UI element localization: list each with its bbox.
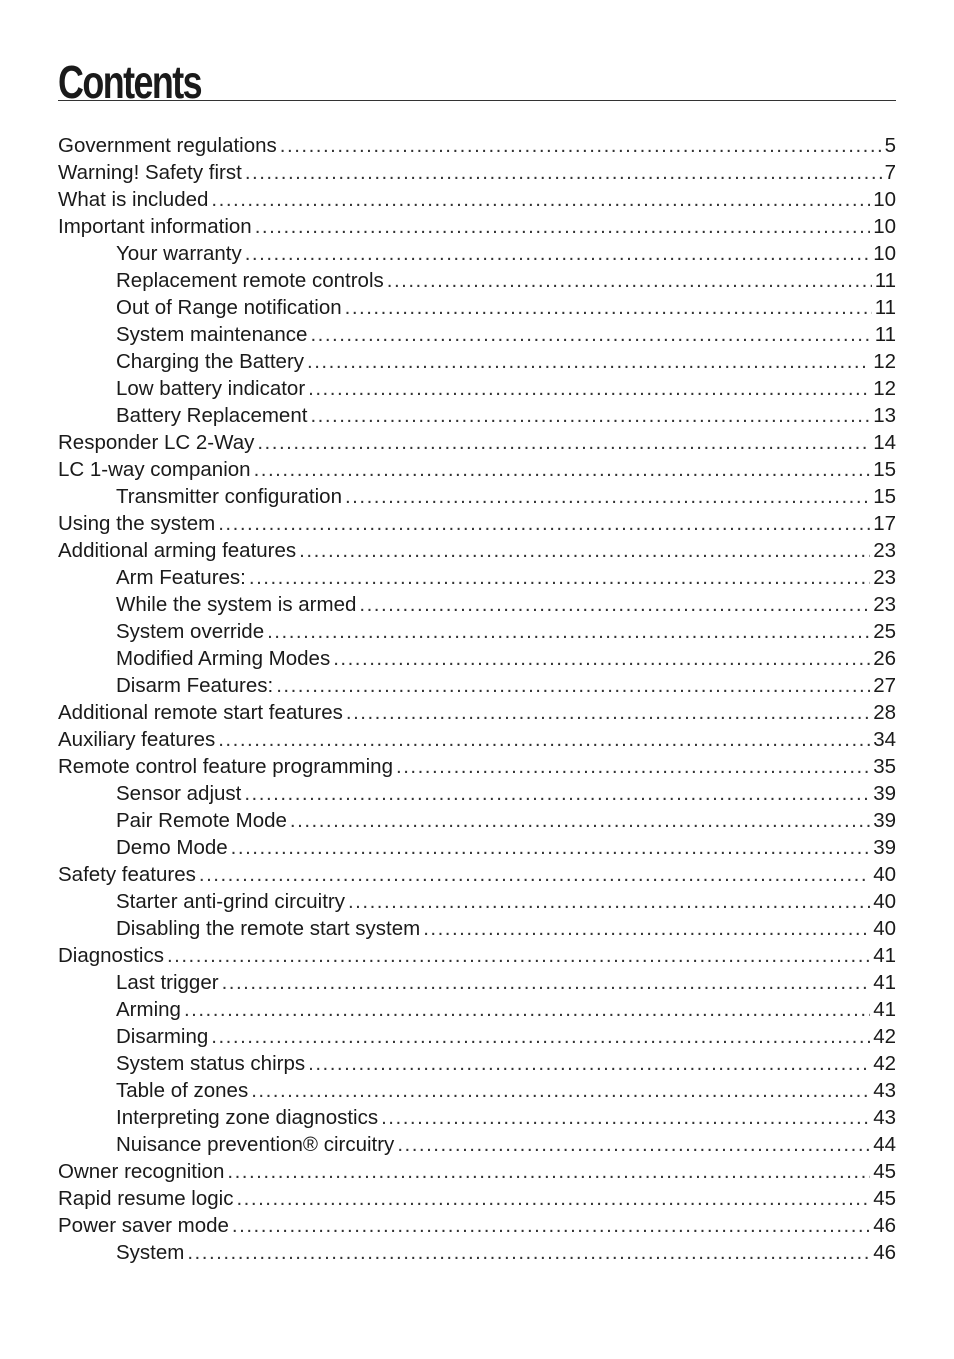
toc-entry-page-number: 15 [873, 458, 896, 481]
toc-dot-leader [381, 1104, 870, 1131]
toc-entry-title: Auxiliary features [58, 728, 216, 751]
toc-entry[interactable] [58, 375, 896, 402]
toc-entry-page-number: 5 [884, 134, 896, 157]
toc-entry-title: LC 1-way companion [58, 458, 251, 481]
toc-entry-page-number: 43 [873, 1079, 896, 1102]
table-of-contents [58, 132, 896, 1266]
toc-entry[interactable] [58, 1104, 896, 1131]
toc-entry-title: System maintenance [116, 323, 308, 346]
toc-dot-leader [345, 294, 872, 321]
toc-dot-leader [308, 375, 870, 402]
toc-entry-page-number: 7 [884, 161, 896, 184]
toc-dot-leader [218, 726, 870, 753]
toc-entry[interactable] [58, 915, 896, 942]
toc-dot-leader [290, 807, 870, 834]
toc-entry-page-number: 17 [873, 512, 896, 535]
toc-entry-page-number: 43 [873, 1106, 896, 1129]
toc-entry[interactable] [58, 240, 896, 267]
toc-entry-page-number: 42 [873, 1025, 896, 1048]
toc-dot-leader [222, 969, 871, 996]
toc-dot-leader [211, 1023, 870, 1050]
toc-dot-leader [310, 402, 870, 429]
toc-entry[interactable] [58, 1158, 896, 1185]
toc-dot-leader [276, 672, 870, 699]
toc-entry-title: Transmitter configuration [116, 485, 342, 508]
toc-entry[interactable] [58, 402, 896, 429]
toc-entry-title: Starter anti-grind circuitry [116, 890, 345, 913]
toc-entry-page-number: 41 [873, 944, 896, 967]
toc-dot-leader [257, 429, 870, 456]
toc-dot-leader [245, 240, 870, 267]
toc-dot-leader [348, 888, 870, 915]
toc-entry[interactable] [58, 456, 896, 483]
toc-dot-leader [232, 1212, 870, 1239]
toc-entry-title: Disabling the remote start system [116, 917, 421, 940]
toc-entry[interactable] [58, 348, 896, 375]
toc-entry-page-number: 39 [873, 782, 896, 805]
toc-entry-page-number: 39 [873, 836, 896, 859]
toc-entry-title: Sensor adjust [116, 782, 242, 805]
toc-entry[interactable] [58, 213, 896, 240]
toc-dot-leader [280, 132, 882, 159]
toc-entry-page-number: 41 [873, 998, 896, 1021]
toc-entry-page-number: 40 [873, 917, 896, 940]
toc-entry[interactable] [58, 1023, 896, 1050]
toc-entry[interactable] [58, 267, 896, 294]
toc-entry[interactable] [58, 807, 896, 834]
toc-entry-title: Important information [58, 215, 252, 238]
toc-dot-leader [184, 996, 870, 1023]
toc-entry-title: Disarming [116, 1025, 209, 1048]
toc-dot-leader [187, 1239, 870, 1266]
toc-entry-title: Rapid resume logic [58, 1187, 234, 1210]
toc-entry[interactable] [58, 1131, 896, 1158]
toc-entry[interactable] [58, 1077, 896, 1104]
toc-dot-leader [211, 186, 870, 213]
toc-entry-title: Owner recognition [58, 1160, 225, 1183]
toc-entry-title: Nuisance prevention® circuitry [116, 1133, 395, 1156]
toc-entry[interactable] [58, 510, 896, 537]
toc-entry-title: Additional arming features [58, 539, 297, 562]
toc-entry-page-number: 10 [873, 215, 896, 238]
toc-entry[interactable] [58, 834, 896, 861]
toc-dot-leader [244, 780, 870, 807]
toc-entry-page-number: 12 [873, 377, 896, 400]
toc-entry[interactable] [58, 564, 896, 591]
toc-entry-page-number: 11 [874, 269, 896, 292]
toc-entry-title: Using the system [58, 512, 216, 535]
toc-entry-page-number: 40 [873, 863, 896, 886]
toc-entry[interactable] [58, 429, 896, 456]
toc-entry-title: Charging the Battery [116, 350, 305, 373]
toc-entry-title: System status chirps [116, 1052, 306, 1075]
toc-entry-page-number: 45 [873, 1187, 896, 1210]
toc-entry-title: Low battery indicator [116, 377, 306, 400]
toc-entry-title: Safety features [58, 863, 196, 886]
toc-dot-leader [397, 1131, 870, 1158]
toc-entry[interactable] [58, 645, 896, 672]
toc-entry-page-number: 11 [874, 296, 896, 319]
toc-dot-leader [249, 564, 870, 591]
toc-entry-title: Government regulations [58, 134, 277, 157]
toc-dot-leader [307, 348, 870, 375]
toc-entry-title: Power saver mode [58, 1214, 229, 1237]
toc-entry-title: Table of zones [116, 1079, 249, 1102]
toc-dot-leader [251, 1077, 870, 1104]
toc-dot-leader [227, 1158, 870, 1185]
toc-dot-leader [254, 456, 871, 483]
toc-dot-leader [255, 213, 870, 240]
toc-dot-leader [299, 537, 870, 564]
toc-dot-leader [308, 1050, 870, 1077]
toc-entry-title: Arming [116, 998, 181, 1021]
toc-entry[interactable] [58, 483, 896, 510]
toc-dot-leader [333, 645, 870, 672]
toc-entry-title: System override [116, 620, 265, 643]
page-title: Contents [58, 56, 201, 108]
title-rule [58, 100, 896, 101]
toc-entry[interactable] [58, 726, 896, 753]
toc-entry-title: Demo Mode [116, 836, 228, 859]
toc-entry-page-number: 35 [873, 755, 896, 778]
toc-entry[interactable] [58, 132, 896, 159]
toc-entry-title: Arm Features: [116, 566, 246, 589]
toc-entry-title: Warning! Safety first [58, 161, 242, 184]
toc-dot-leader [267, 618, 870, 645]
toc-entry-page-number: 23 [873, 566, 896, 589]
toc-dot-leader [199, 861, 870, 888]
toc-entry[interactable] [58, 672, 896, 699]
toc-dot-leader [245, 159, 882, 186]
toc-entry[interactable] [58, 159, 896, 186]
toc-entry-page-number: 13 [873, 404, 896, 427]
toc-entry-title: Battery Replacement [116, 404, 308, 427]
toc-entry-page-number: 39 [873, 809, 896, 832]
toc-entry[interactable] [58, 1239, 896, 1266]
toc-entry-title: Remote control feature programming [58, 755, 393, 778]
toc-entry-title: Additional remote start features [58, 701, 343, 724]
toc-dot-leader [345, 483, 870, 510]
toc-entry[interactable] [58, 537, 896, 564]
toc-entry[interactable] [58, 294, 896, 321]
toc-entry-title: Modified Arming Modes [116, 647, 331, 670]
toc-entry[interactable] [58, 753, 896, 780]
toc-entry-page-number: 27 [873, 674, 896, 697]
toc-entry-page-number: 10 [873, 242, 896, 265]
toc-entry[interactable] [58, 861, 896, 888]
toc-entry-title: Your warranty [116, 242, 242, 265]
toc-entry[interactable] [58, 1212, 896, 1239]
toc-entry[interactable] [58, 1050, 896, 1077]
toc-entry-page-number: 46 [873, 1214, 896, 1237]
toc-entry[interactable] [58, 888, 896, 915]
toc-entry[interactable] [58, 780, 896, 807]
toc-entry-page-number: 15 [873, 485, 896, 508]
toc-entry[interactable] [58, 591, 896, 618]
toc-entry-page-number: 23 [873, 593, 896, 616]
toc-dot-leader [359, 591, 870, 618]
toc-entry[interactable] [58, 969, 896, 996]
toc-entry-page-number: 11 [874, 323, 896, 346]
toc-dot-leader [387, 267, 872, 294]
toc-entry-title: Last trigger [116, 971, 219, 994]
toc-entry[interactable] [58, 186, 896, 213]
toc-entry-page-number: 34 [873, 728, 896, 751]
toc-entry[interactable] [58, 618, 896, 645]
toc-entry-page-number: 23 [873, 539, 896, 562]
toc-entry-title: Disarm Features: [116, 674, 274, 697]
toc-entry-title: Interpreting zone diagnostics [116, 1106, 379, 1129]
toc-entry-page-number: 45 [873, 1160, 896, 1183]
toc-entry[interactable] [58, 996, 896, 1023]
toc-dot-leader [396, 753, 870, 780]
toc-entry-page-number: 41 [873, 971, 896, 994]
toc-entry-title: Pair Remote Mode [116, 809, 287, 832]
toc-entry-title: Diagnostics [58, 944, 164, 967]
toc-entry-page-number: 46 [873, 1241, 896, 1264]
toc-entry-page-number: 26 [873, 647, 896, 670]
toc-entry-title: Replacement remote controls [116, 269, 384, 292]
toc-entry-title: Out of Range notification [116, 296, 342, 319]
toc-dot-leader [167, 942, 870, 969]
toc-entry[interactable] [58, 321, 896, 348]
toc-entry[interactable] [58, 699, 896, 726]
toc-entry-title: What is included [58, 188, 209, 211]
toc-entry-page-number: 12 [873, 350, 896, 373]
toc-entry[interactable] [58, 942, 896, 969]
toc-entry-page-number: 44 [873, 1133, 896, 1156]
toc-entry-title: While the system is armed [116, 593, 357, 616]
toc-dot-leader [310, 321, 871, 348]
toc-entry[interactable] [58, 1185, 896, 1212]
toc-entry-page-number: 42 [873, 1052, 896, 1075]
toc-dot-leader [423, 915, 870, 942]
toc-entry-title: System [116, 1241, 185, 1264]
toc-entry-page-number: 28 [873, 701, 896, 724]
toc-dot-leader [218, 510, 870, 537]
toc-entry-page-number: 14 [873, 431, 896, 454]
toc-dot-leader [346, 699, 870, 726]
toc-entry-page-number: 40 [873, 890, 896, 913]
toc-entry-page-number: 10 [873, 188, 896, 211]
toc-dot-leader [231, 834, 871, 861]
toc-entry-title: Responder LC 2-Way [58, 431, 255, 454]
toc-dot-leader [236, 1185, 870, 1212]
toc-entry-page-number: 25 [873, 620, 896, 643]
